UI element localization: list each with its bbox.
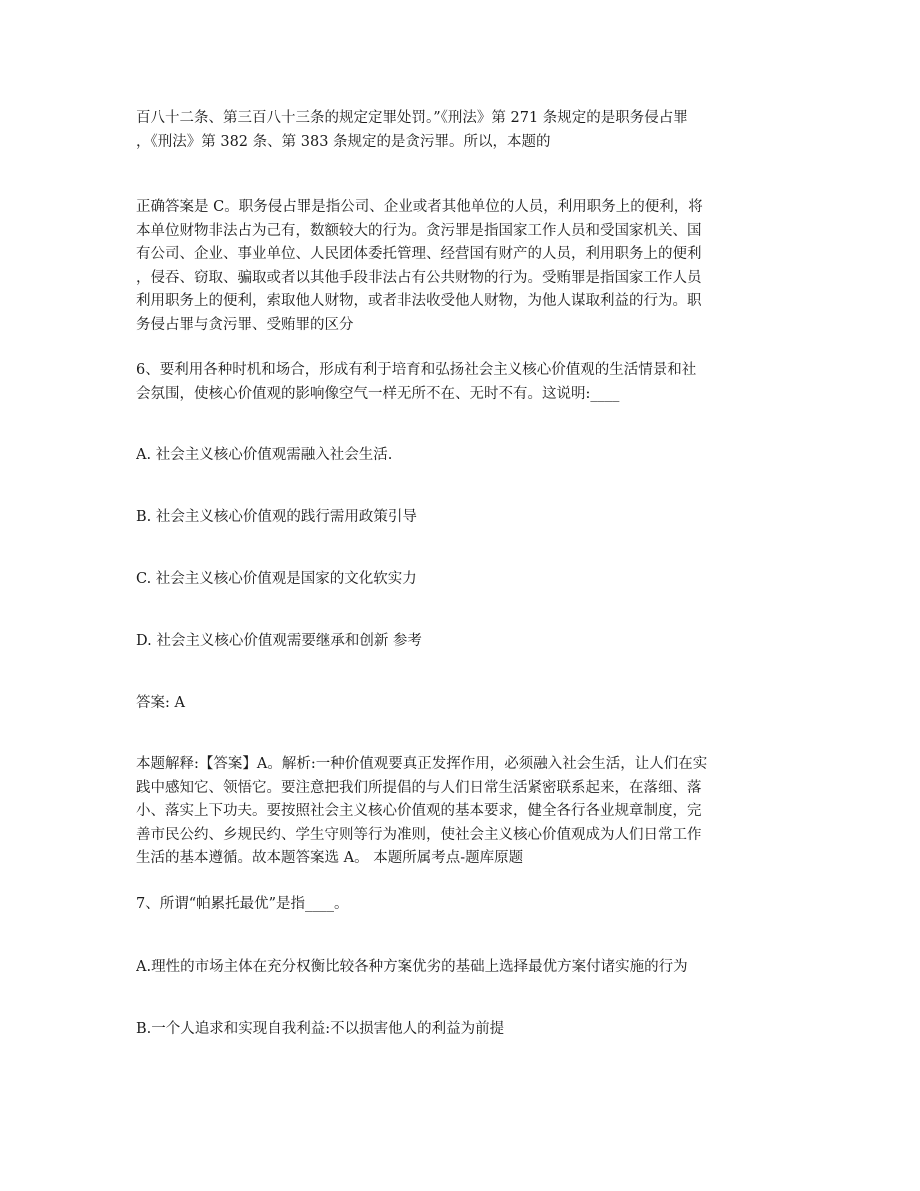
- question-6-stem: [136, 359, 786, 406]
- text-line: 正确答案是 C。职务侵占罪是指公司、企业或者其他单位的人员，利用职务上的便利，将: [136, 199, 703, 215]
- question-6-explanation: [136, 753, 786, 871]
- option-text: A. 社会主义核心价值观需融入社会生活.: [136, 447, 393, 463]
- question-6-option-c: [136, 568, 786, 592]
- text-line: 生活的基本遵循。故本题答案选 A。 本题所属考点-题库原题: [136, 850, 524, 866]
- question-6-option-d: [136, 630, 786, 654]
- text-line: 善市民公约、乡规民约、学生守则等行为准则，使社会主义核心价值观成为人们日常工作: [136, 826, 702, 843]
- text-line: 小、落实上下功夫。要按照社会主义核心价值观的基本要求，健全各行各业规章制度，完: [136, 803, 702, 819]
- answer-text: 答案: A: [136, 695, 185, 711]
- option-text: D. 社会主义核心价值观需要继承和创新 参考: [136, 633, 422, 649]
- text-line: 会氛围，使核心价值观的影响像空气一样无所不在、无时不有。这说明:____: [136, 385, 620, 402]
- text-line: 利用职务上的便利，索取他人财物，或者非法收受他人财物，为他人谋取利益的行为。职: [136, 293, 702, 309]
- question-6-option-a: [136, 444, 786, 468]
- continuation-paragraph: [136, 107, 786, 154]
- text-line: 本单位财物非法占为己有，数额较大的行为。贪污罪是指国家工作人员和受国家机关、国: [136, 222, 702, 239]
- question-6-option-b: [136, 506, 786, 530]
- text-line: 有公司、企业、事业单位、人民团体委托管理、经营国有财产的人员，利用职务上的便利: [136, 246, 702, 262]
- question-7-option-b: [136, 1018, 786, 1042]
- option-text: B.一个人追求和实现自我利益:不以损害他人的利益为前提: [136, 1021, 505, 1037]
- option-text: C. 社会主义核心价值观是国家的文化软实力: [136, 571, 417, 587]
- option-text: A.理性的市场主体在充分权衡比较各种方案优劣的基础上选择最优方案付诸实施的行为: [136, 959, 688, 975]
- text-line: ，《刑法》第 382 条、第 383 条规定的是贪污罪。所以，本题的: [136, 133, 551, 150]
- text-line: 务侵占罪与贪污罪、受贿罪的区分: [136, 316, 354, 333]
- text-line: 本题解释:【答案】A。解析:一种价值观要真正发挥作用，必须融入社会生活，让人们在实: [136, 756, 708, 772]
- text-line: 7、所谓“帕累托最优”是指____。: [136, 896, 349, 912]
- question-7-option-a: [136, 956, 786, 980]
- text-line: ，侵吞、窃取、骗取或者以其他手段非法占有公共财物的行为。受贿罪是指国家工作人员: [136, 269, 702, 286]
- answer-explanation-paragraph: [136, 196, 786, 337]
- text-line: 百八十二条、第三百八十三条的规定定罪处罚。”《刑法》第 271 条规定的是职务侵占罪: [136, 110, 688, 126]
- text-line: 6、要利用各种时机和场合，形成有利于培育和弘扬社会主义核心价值观的生活情景和社: [136, 362, 697, 378]
- question-7-stem: [136, 893, 786, 917]
- option-text: B. 社会主义核心价值观的践行需用政策引导: [136, 509, 417, 525]
- text-line: 践中感知它、领悟它。要注意把我们所提倡的与人们日常生活紧密联系起来，在落细、落: [136, 779, 702, 796]
- question-6-answer: [136, 692, 786, 716]
